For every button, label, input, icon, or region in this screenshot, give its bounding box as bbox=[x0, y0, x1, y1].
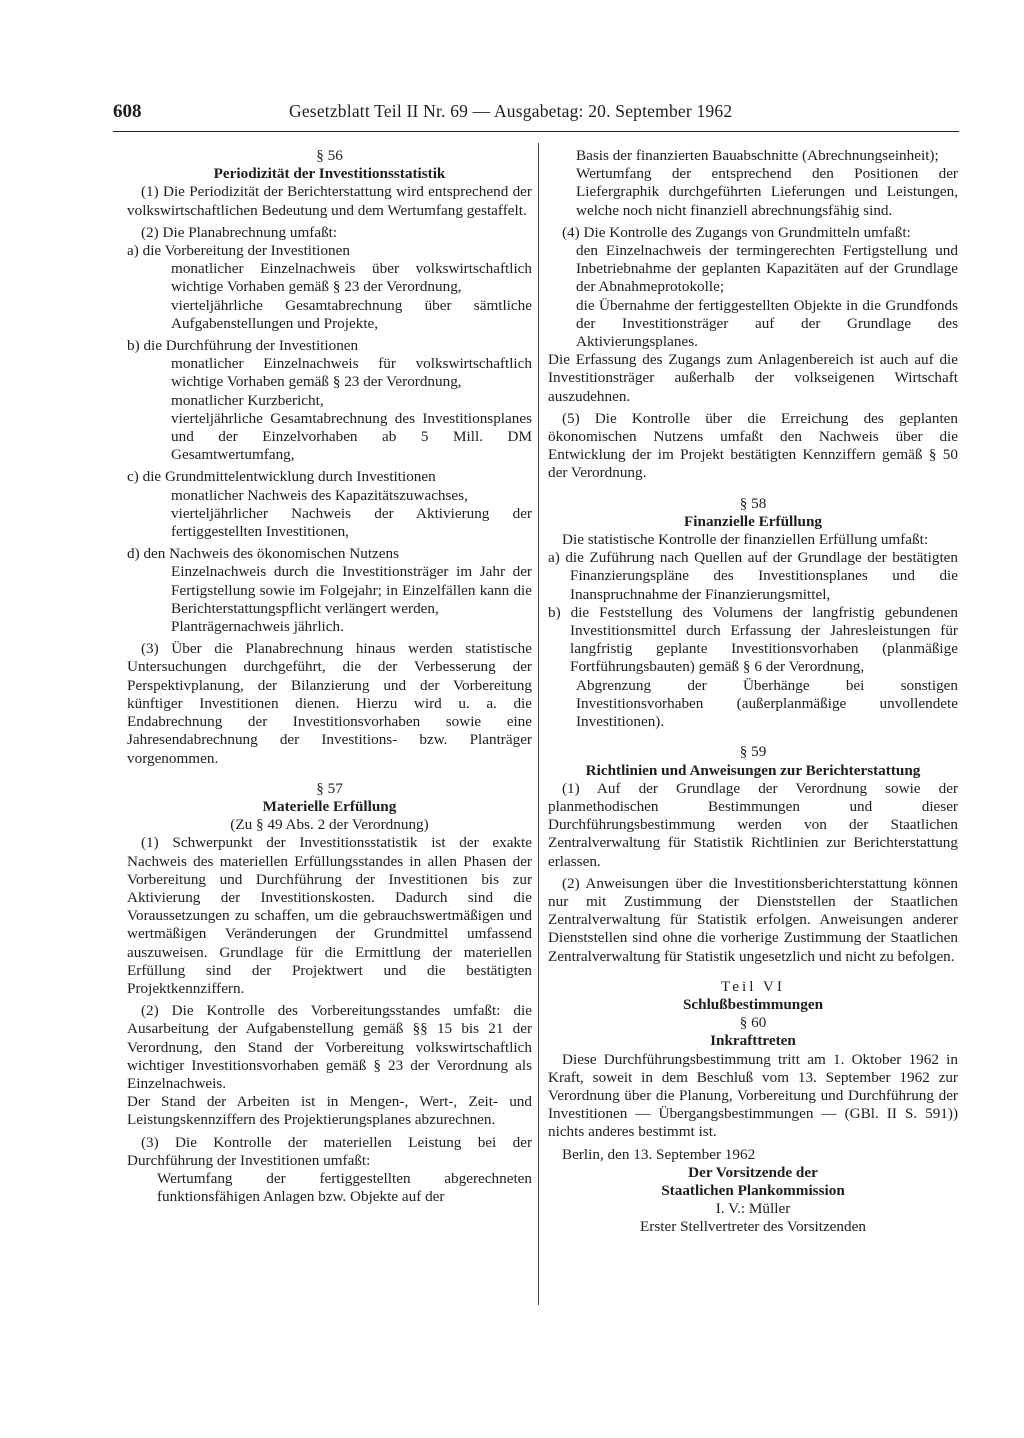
paragraph: (1) Schwerpunkt der Investitionsstatistik ist der exakte Nachweis des materiellen Erfüllungsstandes in allen Phasen der Vorbereitung und Durchführung der Investitionen bis zur Aktivierung der Investitionskosten. Dadurch sind die Voraussetzungen zu schaffen, um die gebrauchswertmäßigen und wertmäßigen Veränderungen der Grundmittel umfassend auszuweisen. Grundlage für die Ermittlung der materiellen Erfüllung sind der Projektwert und die bestätigten Projektkennziffern. bbox=[127, 834, 532, 997]
section-title: Periodizität der Investitionsstatistik bbox=[213, 165, 446, 183]
list-subitem: Wertumfang der entsprechend den Positionen der Liefergraphik durchgeführten Lieferungen und Leistungen, welche noch nicht finanziell abrechnungsfähig sind. bbox=[576, 165, 958, 219]
list-subitem: monatlicher Kurzbericht, bbox=[171, 391, 324, 409]
column-divider bbox=[538, 143, 539, 1305]
list-subitem: die Übernahme der fertiggestellten Objekte in die Grundfonds der Investitionsträger auf der Grundlage des Aktivierungsplanes. bbox=[576, 296, 958, 351]
paragraph: (3) Die Kontrolle der materiellen Leistung bei der Durchführung der Investitionen umfaßt: bbox=[127, 1133, 532, 1169]
signature-role: Erster Stellvertreter des Vorsitzenden bbox=[640, 1218, 866, 1236]
paragraph: Diese Durchführungsbestimmung tritt am 1. Oktober 1962 in Kraft, soweit in dem Beschluß vom 13. September 1962 zur Verordnung über die Planung, Vorbereitung und Durchführung der Investitionen — Übergangsbestimmungen — (GBl. II S. 591)) nichts anderes bestimmt ist. bbox=[548, 1050, 958, 1141]
section-number: § 58 bbox=[739, 494, 767, 512]
list-subitem: vierteljährliche Gesamtabrechnung des Investitionsplanes und der Einzelvorhaben ab 5 Mill. DM Gesamtwertumfang, bbox=[171, 409, 532, 464]
paragraph: (2) Anweisungen über die Investitionsberichterstattung können nur mit Zustimmung der Dienststellen der Staatlichen Zentralverwaltung für Statistik erfolgen. Anweisungen anderer Dienststellen sind ohne die vorherige Zustimmung der Staatlichen Zentralverwaltung für Statistik ungesetzlich und nicht zu befolgen. bbox=[548, 874, 958, 965]
list-subitem: monatlicher Nachweis des Kapazitätszuwachses, bbox=[171, 486, 468, 504]
section-number: § 59 bbox=[739, 743, 767, 761]
paragraph: (3) Über die Planabrechnung hinaus werden statistische Untersuchungen durchgeführt, die der Verbesserung der Perspektivplanung, der Bilanzierung und der Vorbereitung künftiger Investitionen dienen. Hierzu wird u. a. die Endabrechnung der Investitionsvorhaben sowie eine Jahresendabrechnung der Investitions- bzw. Planträger vorgenommen. bbox=[127, 640, 532, 767]
paragraph: Die statistische Kontrolle der finanziellen Erfüllung umfaßt: bbox=[562, 531, 929, 549]
list-subitem: vierteljährlicher Nachweis der Aktivierung der fertiggestellten Investitionen, bbox=[171, 504, 532, 541]
section-title: Materielle Erfüllung bbox=[262, 797, 397, 815]
list-subitem: monatlicher Einzelnachweis für volkswirtschaftlich wichtige Vorhaben gemäß § 23 der Verordnung, bbox=[171, 355, 532, 391]
paragraph: Der Stand der Arbeiten ist in Mengen-, Wert-, Zeit- und Leistungskennziffern des Projektierungsplanes abzurechnen. bbox=[127, 1093, 532, 1129]
paragraph: (2) Die Kontrolle des Vorbereitungsstandes umfaßt: die Ausarbeitung der Aufgabenstellung gemäß §§ 15 bis 21 der Verordnung, den Stand der Vorbereitung volkswirtschaftlich wichtiger Investitionsvorhaben gemäß § 23 der Verordnung als Einzelnachweis. bbox=[127, 1002, 532, 1092]
list-subitem: Basis der finanzierten Bauabschnitte (Abrechnungseinheit); bbox=[576, 147, 939, 164]
section-number: § 60 bbox=[739, 1014, 767, 1032]
signature-line: Staatlichen Plankommission bbox=[661, 1181, 845, 1199]
list-item: a) die Zuführung nach Quellen auf der Grundlage der bestätigten Finanzierungspläne des Investitionsplanes und die Inanspruchnahme der Finanzierungsmittel, bbox=[548, 549, 958, 603]
left-column bbox=[127, 147, 532, 1206]
paragraph: Die Erfassung des Zugangs zum Anlagenbereich ist auch auf die Investitionsträger außerhalb der volkseigenen Wirtschaft auszudehnen. bbox=[548, 351, 958, 405]
paragraph: (2) Die Planabrechnung umfaßt: bbox=[141, 223, 338, 241]
paragraph: (1) Die Periodizität der Berichterstattung wird entsprechend der volkswirtschaftlichen Bedeutung und dem Wertumfang gestaffelt. bbox=[127, 183, 532, 219]
page-number: 608 bbox=[113, 101, 142, 122]
paragraph: (1) Auf der Grundlage der Verordnung sowie der planmethodischen Bestimmungen und dieser Durchführungsbestimmung werden von der Staatlichen Zentralverwaltung für Statistik Richtlinien zur Berichterstattung erlassen. bbox=[548, 779, 958, 870]
right-column bbox=[548, 147, 958, 1237]
list-subitem: vierteljährliche Gesamtabrechnung über sämtliche Aufgabenstellungen und Projekte, bbox=[171, 296, 532, 332]
list-subitem: den Einzelnachweis der termingerechten Fertigstellung und Inbetriebnahme der geplanten Kapazitäten auf der Grundlage der Abnahmeprotokolle; bbox=[576, 242, 958, 296]
header-rule bbox=[113, 131, 959, 132]
list-item: d) den Nachweis des ökonomischen Nutzens bbox=[127, 545, 400, 563]
signature-name: I. V.: Müller bbox=[715, 1200, 791, 1218]
page-header bbox=[113, 101, 959, 127]
section-title: Finanzielle Erfüllung bbox=[684, 512, 822, 530]
list-subitem: Wertumfang der fertiggestellten abgerechneten funktionsfähigen Anlagen bzw. Objekte auf der bbox=[157, 1169, 532, 1206]
running-title: Gesetzblatt Teil II Nr. 69 — Ausgabetag: 20. September 1962 bbox=[289, 101, 733, 121]
list-item: b) die Feststellung des Volumens der langfristig gebundenen Investitionsmittel durch Erfassung der Jahresleistungen für langfristig geplante Investitionsvorhaben (planmäßige Fortführungsbauten) gemäß § 6 der Verordnung, bbox=[548, 603, 958, 676]
section-number: § 56 bbox=[316, 147, 343, 164]
list-subitem: monatlicher Einzelnachweis über volkswirtschaftlich wichtige Vorhaben gemäß § 23 der Verordnung, bbox=[171, 260, 532, 296]
list-subitem: Planträgernachweis jährlich. bbox=[171, 618, 344, 636]
list-item: c) die Grundmittelentwicklung durch Investitionen bbox=[127, 468, 436, 486]
section-title: Richtlinien und Anweisungen zur Berichterstattung bbox=[585, 761, 921, 779]
list-item: b) die Durchführung der Investitionen bbox=[127, 337, 359, 355]
section-reference: (Zu § 49 Abs. 2 der Verordnung) bbox=[230, 816, 429, 834]
section-title: Inkrafttreten bbox=[710, 1032, 796, 1050]
place-date: Berlin, den 13. September 1962 bbox=[562, 1145, 756, 1163]
signature-line: Der Vorsitzende der bbox=[688, 1163, 818, 1181]
section-number: § 57 bbox=[316, 779, 343, 797]
list-item: a) die Vorbereitung der Investitionen bbox=[127, 242, 350, 260]
paragraph: (5) Die Kontrolle über die Erreichung des geplanten ökonomischen Nutzens umfaßt den Nachweis über die Entwicklung der im Projekt bestätigten Kennziffern gemäß § 50 der Verordnung. bbox=[548, 409, 958, 482]
paragraph: (4) Die Kontrolle des Zugangs von Grundmitteln umfaßt: bbox=[562, 223, 911, 241]
list-subitem: Einzelnachweis durch die Investitionsträger im Jahr der Fertigstellung sowie im Folgejahr; in Einzelfällen kann die Berichterstattungspflicht verlängert werden, bbox=[171, 563, 532, 617]
list-subitem: Abgrenzung der Überhänge bei sonstigen Investitionsvorhaben (außerplanmäßige unvollendete Investitionen). bbox=[576, 676, 958, 731]
part-heading: Teil VI bbox=[721, 977, 785, 995]
part-title: Schlußbestimmungen bbox=[682, 995, 824, 1013]
